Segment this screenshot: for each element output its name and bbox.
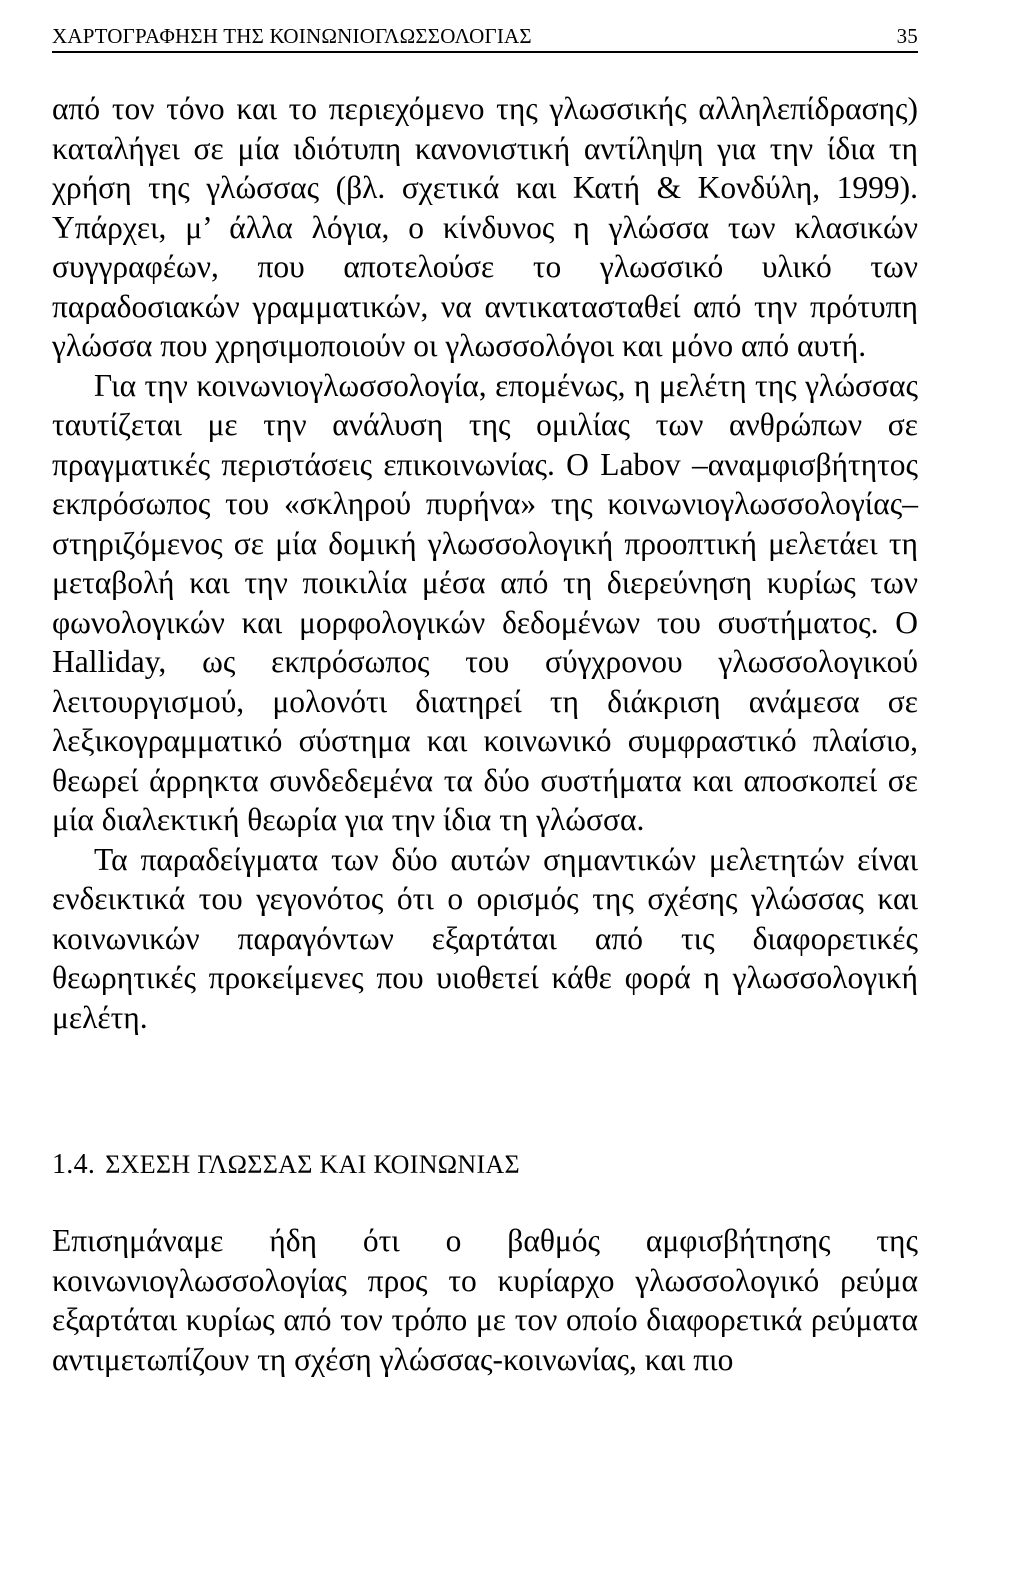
paragraph: Τα παραδείγματα των δύο αυτών σημαντικών μελετητών είναι ενδεικτικά του γεγονότος ότι ο ορισμός της σχέσης γλώσσας και κοινωνικών παραγόντων εξαρτάται από τις διαφορετικές θεωρητικές προκείμενες που υιοθετεί κάθε φορά η γλωσσολογική μελέτη. — [52, 841, 918, 1035]
section-body — [52, 1221, 918, 1379]
paragraph: από τον τόνο και το περιεχόμενο της γλωσσικής αλληλεπίδρασης) καταλήγει σε μία ιδιότυπη κανονιστική αντίληψη για την ίδια τη χρήση της γλώσσας (βλ. σχετικά και Κατή & Κονδύλη, 1999). Υπάρχει, μ’ άλλα λόγια, ο κίνδυνος η γλώσσα των κλασικών συγγραφέων, που αποτελούσε το γλωσσικό υλικό των παραδοσιακών γραμματικών, να αντικατασταθεί από την πρότυπη γλώσσα που χρησιμοποιούν οι γλωσσολόγοι και μόνο από αυτή. — [52, 91, 918, 363]
section-title: ΣΧΕΣΗ ΓΛΩΣΣΑΣ ΚΑΙ ΚΟΙΝΩΝΙΑΣ — [105, 1150, 520, 1179]
paragraph: Επισημάναμε ήδη ότι ο βαθμός αμφισβήτησης της κοινωνιογλωσσολογίας προς το κυρίαρχο γλωσσολογικό ρεύμα εξαρτάται κυρίως από τον τρόπο με τον οποίο διαφορετικά ρεύματα αντιμετωπίζουν τη σχέση γλώσσας-κοινωνίας, και πιο — [52, 1223, 918, 1377]
page-number: 35 — [896, 24, 918, 48]
section-heading — [52, 1149, 918, 1181]
running-head — [52, 24, 918, 53]
section-number: 1.4. — [52, 1149, 96, 1180]
body-text — [52, 89, 918, 1037]
running-head-title: ΧΑΡΤΟΓΡΑΦΗΣΗ ΤΗΣ ΚΟΙΝΩΝΙΟΓΛΩΣΣΟΛΟΓΙΑΣ — [52, 24, 532, 48]
paragraph: Για την κοινωνιογλωσσολογία, επομένως, η μελέτη της γλώσσας ταυτίζεται με την ανάλυση της ομιλίας των ανθρώπων σε πραγματικές περιστάσεις επικοινωνίας. Ο Labov –αναμφισβήτητος εκπρόσωπος του «σκληρού πυρήνα» της κοινωνιογλωσσολογίας– στηριζόμενος σε μία δομική γλωσσολογική προοπτική μελετάει τη μεταβολή και την ποικιλία μέσα από τη διερεύνηση κυρίως των φωνολογικών και μορφολογικών δεδομένων του συστήματος. Ο Halliday, ως εκπρόσωπος του σύγχρονου γλωσσολογικού λειτουργισμού, μολονότι διατηρεί τη διάκριση ανάμεσα σε λεξικογραμματικό σύστημα και κοινωνικό συμφραστικό πλαίσιο, θεωρεί άρρηκτα συνδεδεμένα τα δύο συστήματα και αποσκοπεί σε μία διαλεκτική θεωρία για την ίδια τη γλώσσα. — [52, 367, 918, 837]
